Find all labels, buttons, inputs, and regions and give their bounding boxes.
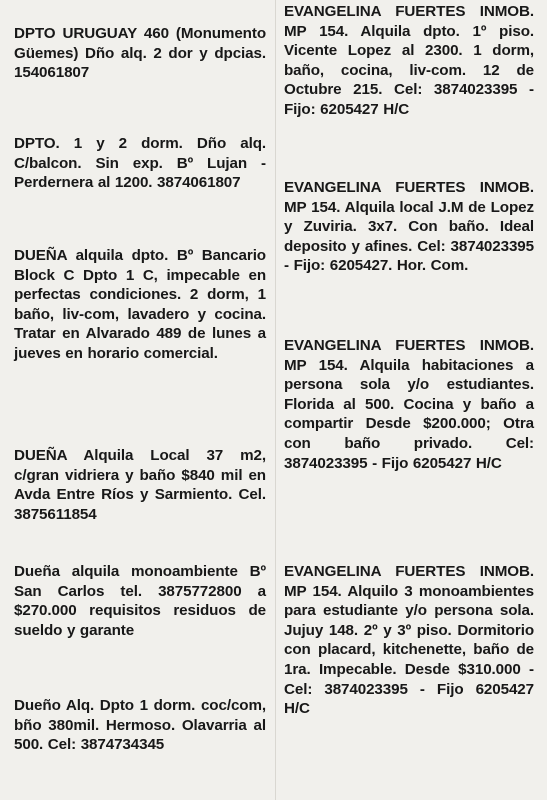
- column-divider: [275, 0, 276, 800]
- ad-dueno-dpto-olavarria: Dueño Alq. Dpto 1 dorm. coc/com, bño 380mil. Hermoso. Olavarria al 500. Cel: 3874734345: [14, 697, 266, 754]
- ad-evangelina-local: EVANGELINA FUERTES INMOB. MP 154. Alquila local J.M de Lopez y Zuviria. 3x7. Con baño. Ideal deposito y afines. Cel: 3874023395 - Fijo: 6205427. Hor. Com.: [284, 179, 534, 275]
- ad-duena-monoambiente: Dueña alquila monoambiente Bº San Carlos tel. 3875772800 a $270.000 requisitos residuos de sueldo y garante: [14, 563, 266, 639]
- ad-dpto-lujan: DPTO. 1 y 2 dorm. Dño alq. C/balcon. Sin exp. Bº Lujan - Perdernera al 1200. 3874061807: [14, 135, 266, 192]
- ad-dpto-uruguay: DPTO URUGUAY 460 (Monumento Güemes) Dño alq. 2 dor y dpcias. 154061807: [14, 25, 266, 82]
- ad-duena-bancario: DUEÑA alquila dpto. Bº Bancario Block C Dpto 1 C, impecable en perfectas condiciones. 2 dorm, 1 baño, liv-com, lavadero y cocina. Tratar en Alvarado 489 de lunes a jueves en horario comercial.: [14, 247, 266, 362]
- ad-evangelina-monoambientes: EVANGELINA FUERTES INMOB. MP 154. Alquilo 3 monoambientes para estudiante y/o persona sola. Jujuy 148. 2º y 3º piso. Dormitorio con placard, kitchenette, baño de 1ra. Impecable. Desde $310.000 - Cel: 3874023395 - Fijo 6205427 H/C: [284, 563, 534, 718]
- ad-evangelina-habitaciones: EVANGELINA FUERTES INMOB. MP 154. Alquila habitaciones a persona sola y/o estudiantes. Florida al 500. Cocina y baño a compartir Desde $200.000; Otra con baño privado. Cel: 3874023395 - Fijo 6205427 H/C: [284, 337, 534, 472]
- ad-evangelina-vicente-lopez: EVANGELINA FUERTES INMOB. MP 154. Alquila dpto. 1º piso. Vicente Lopez al 2300. 1 dorm, baño, cocina, liv-com. 12 de Octubre 215. Cel: 3874023395 - Fijo: 6205427 H/C: [284, 3, 534, 118]
- ad-duena-local: DUEÑA Alquila Local 37 m2, c/gran vidriera y baño $840 mil en Avda Entre Ríos y Sarmiento. Cel. 3875611854: [14, 447, 266, 523]
